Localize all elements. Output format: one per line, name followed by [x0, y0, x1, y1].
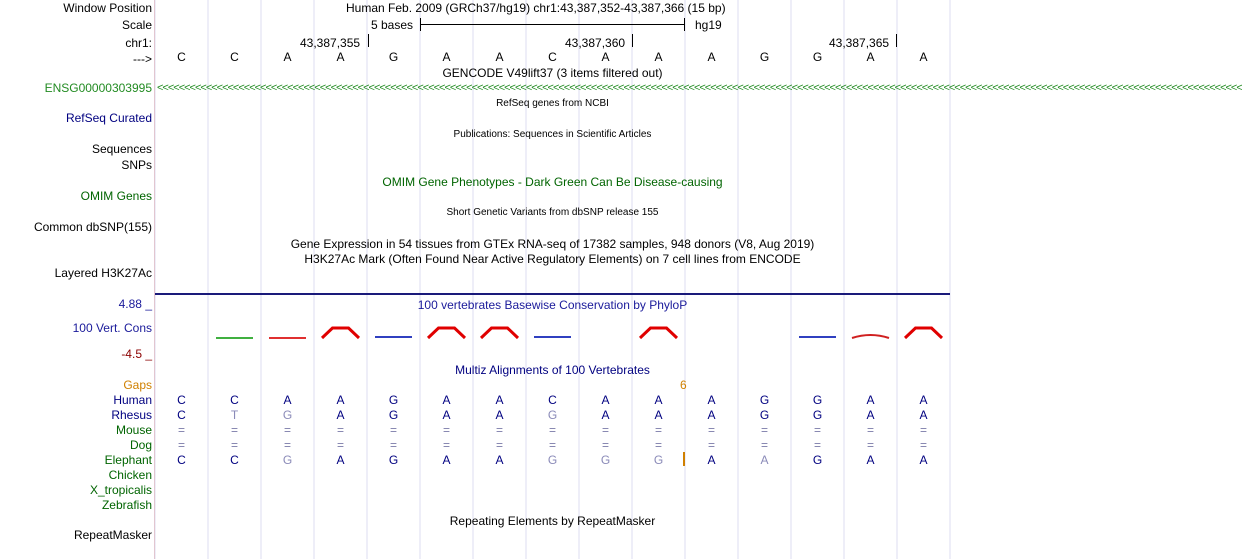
insertion-marker [683, 452, 685, 466]
alignment-base: G [653, 453, 664, 467]
coord-label: 43,387,360 [565, 36, 626, 50]
alignment-base: G [282, 408, 293, 422]
coord-tick [896, 34, 897, 47]
coord-tick [632, 34, 633, 47]
species-label-zebrafish[interactable]: Zebrafish [101, 498, 152, 512]
base-letter: A [442, 50, 451, 64]
alignment-base: A [495, 393, 504, 407]
alignment-base: = [919, 423, 927, 437]
species-label-x_tropicalis[interactable]: X_tropicalis [89, 483, 152, 497]
conservation-mark [481, 328, 518, 338]
alignment-base: A [707, 393, 716, 407]
alignment-base: = [230, 438, 238, 452]
alignment-base: A [654, 408, 663, 422]
alignment-base: = [495, 438, 503, 452]
chrom-label[interactable]: chr1: [125, 36, 152, 50]
alignment-base: = [707, 423, 715, 437]
gencode-gene-feature[interactable]: <<<<<<<<<<<<<<<<<<<<<<<<<<<<<<<<<<<<<<<<<<<<<<<<<<<<<<<<<<<<<<<<<<<<<<<<<<<<<<<<<<<<<<<<<<<<<<<<<<<<<<<<<<<<<<<<<<<<<<<<<<<<<<<<<<<<<<<<<<<<<<<<<<<<<<<<<<<<<<<<<<<<<<<<<<<<<<<<<<<<<<<<<<<<<<<<<<<<<<<< [157, 82, 1242, 94]
dbsnp-track-label[interactable]: Common dbSNP(155) [33, 220, 152, 234]
species-label-human[interactable]: Human [113, 393, 152, 407]
alignment-base: = [389, 438, 397, 452]
conservation-mark [322, 328, 359, 338]
alignment-base: = [919, 438, 927, 452]
alignment-base: = [760, 438, 768, 452]
alignment-base: = [442, 438, 450, 452]
gap-count: 6 [680, 378, 687, 392]
scale-bar-right-tick [684, 18, 685, 31]
alignment-base: A [442, 408, 451, 422]
alignment-base: G [388, 408, 399, 422]
alignment-base: A [495, 453, 504, 467]
alignment-base: G [812, 453, 823, 467]
alignment-base: = [548, 423, 556, 437]
base-letter: A [601, 50, 610, 64]
phylop-track-label[interactable]: 100 Vert. Cons [72, 321, 152, 335]
alignment-base: G [547, 453, 558, 467]
scale-bar [421, 24, 684, 25]
alignment-base: = [177, 438, 185, 452]
omim-track-label[interactable]: OMIM Genes [80, 189, 152, 203]
publications-track-title[interactable]: Publications: Sequences in Scientific Articles [453, 129, 652, 140]
alignment-base: A [707, 408, 716, 422]
assembly-text: hg19 [695, 18, 722, 32]
base-letter: G [759, 50, 770, 64]
alignment-base: = [654, 423, 662, 437]
alignment-base: A [283, 393, 292, 407]
multiz-track-title[interactable]: Multiz Alignments of 100 Vertebrates [455, 363, 650, 377]
alignment-base: = [866, 438, 874, 452]
phylop-conservation-graph[interactable] [155, 318, 950, 342]
gencode-track-title[interactable]: GENCODE V49lift37 (3 items filtered out) [442, 66, 663, 80]
alignment-base: A [442, 393, 451, 407]
alignment-base: G [812, 393, 823, 407]
alignment-base: C [548, 393, 557, 407]
window-position-label[interactable]: Window Position [63, 1, 152, 15]
base-letter: A [866, 50, 875, 64]
scale-bar-left-tick [420, 18, 421, 31]
alignment-base: G [812, 408, 823, 422]
publications-sequences-label[interactable]: Sequences [91, 142, 152, 156]
alignment-base: = [601, 438, 609, 452]
alignment-base: A [495, 408, 504, 422]
alignment-base: A [336, 408, 345, 422]
alignment-base: C [177, 408, 186, 422]
base-letter: A [495, 50, 504, 64]
species-label-dog[interactable]: Dog [129, 438, 152, 452]
species-label-elephant[interactable]: Elephant [104, 453, 152, 467]
alignment-base: = [336, 438, 344, 452]
phylop-min-value: -4.5 _ [121, 347, 152, 361]
base-letter: A [919, 50, 928, 64]
alignment-base: = [495, 423, 503, 437]
position-text: Human Feb. 2009 (GRCh37/hg19) chr1:43,387,352-43,387,366 (15 bp) [346, 1, 726, 15]
alignment-base: C [177, 453, 186, 467]
alignment-base: G [759, 393, 770, 407]
alignment-base: G [388, 393, 399, 407]
base-letter: C [230, 50, 239, 64]
alignment-base: = [230, 423, 238, 437]
alignment-base: A [601, 393, 610, 407]
alignment-base: A [336, 453, 345, 467]
phylop-track-title[interactable]: 100 vertebrates Basewise Conservation by PhyloP [417, 298, 688, 312]
alignment-base: = [336, 423, 344, 437]
coord-label: 43,387,355 [300, 36, 361, 50]
alignment-base: T [230, 408, 239, 422]
alignment-base: A [442, 453, 451, 467]
alignment-base: A [919, 393, 928, 407]
base-letter: C [548, 50, 557, 64]
coord-tick [368, 34, 369, 47]
alignment-base: = [813, 438, 821, 452]
base-letter: G [388, 50, 399, 64]
track-separator [155, 293, 950, 295]
refseq-track-label[interactable]: RefSeq Curated [65, 111, 152, 125]
alignment-base: = [654, 438, 662, 452]
phylop-max-value: 4.88 _ [118, 297, 152, 311]
species-label-rhesus[interactable]: Rhesus [111, 408, 152, 422]
alignment-base: A [707, 453, 716, 467]
base-letter: G [812, 50, 823, 64]
base-letter: A [283, 50, 292, 64]
alignment-base: C [230, 393, 239, 407]
alignment-base: = [866, 423, 874, 437]
scale-label[interactable]: Scale [121, 18, 152, 32]
alignment-base: G [282, 453, 293, 467]
refseq-track-title[interactable]: RefSeq genes from NCBI [496, 98, 609, 109]
alignment-base: = [601, 423, 609, 437]
base-letter: A [654, 50, 663, 64]
alignment-base: A [919, 453, 928, 467]
alignment-base: A [760, 453, 769, 467]
alignment-base: A [601, 408, 610, 422]
alignment-base: = [707, 438, 715, 452]
alignment-base: = [442, 423, 450, 437]
alignment-base: A [866, 453, 875, 467]
alignment-base: G [547, 408, 558, 422]
strand-arrow-label[interactable]: ---> [133, 52, 152, 66]
h3k27ac-track-label[interactable]: Layered H3K27Ac [54, 266, 152, 280]
scale-text: 5 bases [371, 18, 414, 32]
alignment-base: = [813, 423, 821, 437]
alignment-base: A [654, 393, 663, 407]
repeatmasker-track-label[interactable]: RepeatMasker [73, 528, 152, 542]
conservation-mark [905, 328, 942, 338]
base-letter: A [336, 50, 345, 64]
alignment-base: C [177, 393, 186, 407]
repeatmasker-track-title[interactable]: Repeating Elements by RepeatMasker [449, 514, 656, 528]
alignment-base: C [230, 453, 239, 467]
base-letter: C [177, 50, 186, 64]
gaps-label[interactable]: Gaps [123, 378, 152, 392]
coord-label: 43,387,365 [829, 36, 890, 50]
alignment-base: = [283, 423, 291, 437]
alignment-base: A [336, 393, 345, 407]
conservation-mark [852, 335, 889, 338]
dbsnp-track-title[interactable]: Short Genetic Variants from dbSNP release 155 [446, 207, 659, 218]
alignment-base: A [866, 393, 875, 407]
alignment-base: G [759, 408, 770, 422]
species-label-mouse[interactable]: Mouse [115, 423, 152, 437]
alignment-base: = [760, 423, 768, 437]
alignment-base: G [600, 453, 611, 467]
alignment-base: A [919, 408, 928, 422]
alignment-base: = [283, 438, 291, 452]
conservation-mark [428, 328, 465, 338]
publications-snps-label[interactable]: SNPs [121, 158, 152, 172]
species-label-chicken[interactable]: Chicken [108, 468, 152, 482]
gencode-gene-label[interactable]: ENSG00000303995 [44, 81, 152, 95]
alignment-base: G [388, 453, 399, 467]
h3k27ac-track-title[interactable]: H3K27Ac Mark (Often Found Near Active Regulatory Elements) on 7 cell lines from ENCODE [304, 252, 801, 266]
alignment-base: = [548, 438, 556, 452]
alignment-base: A [866, 408, 875, 422]
base-letter: A [707, 50, 716, 64]
omim-track-title[interactable]: OMIM Gene Phenotypes - Dark Green Can Be Disease-causing [382, 175, 723, 189]
alignment-base: = [389, 423, 397, 437]
alignment-base: = [177, 423, 185, 437]
conservation-mark [640, 328, 677, 338]
gtex-track-title[interactable]: Gene Expression in 54 tissues from GTEx RNA-seq of 17382 samples, 948 donors (V8, Aug 2019) [290, 237, 815, 251]
